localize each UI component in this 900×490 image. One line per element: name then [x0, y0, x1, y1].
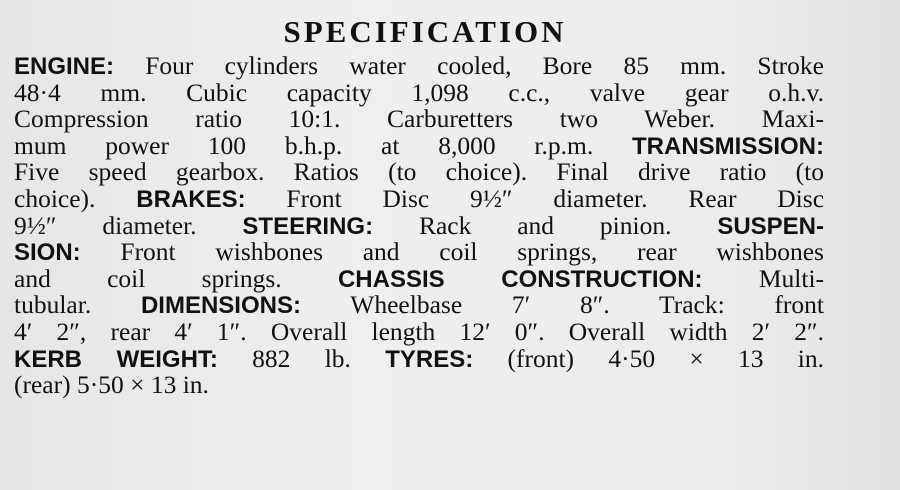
- spec-line: [14, 159, 824, 185]
- spec-heading: TYRES:: [385, 345, 474, 373]
- spec-text: mum power 100 b.h.p. at 8,000 r.p.m.: [14, 130, 632, 160]
- spec-text: Rack and pinion.: [373, 210, 718, 240]
- spec-text: 9½″ diameter.: [14, 210, 243, 240]
- spec-line: [14, 53, 824, 79]
- spec-heading: TRANSMISSION:: [632, 132, 824, 160]
- spec-line: [14, 343, 824, 373]
- spec-heading: DIMENSIONS:: [140, 292, 301, 320]
- spec-line: [14, 292, 824, 318]
- spec-text: Multi-: [702, 263, 825, 293]
- page-title: SPECIFICATION: [283, 14, 567, 49]
- spec-line: [14, 263, 825, 293]
- spec-heading: BRAKES:: [136, 186, 246, 213]
- spec-line: [14, 130, 824, 160]
- spec-text: (front) 4·50 × 13 in.: [473, 343, 824, 373]
- spec-heading: ENGINE:: [14, 53, 115, 80]
- spec-line: [14, 210, 824, 240]
- spec-text: Four cylinders water cooled, Bore 85 mm. Stroke: [114, 51, 824, 80]
- spec-text: 48·4 mm. Cubic capacity 1,098 c.c., valve gear o.h.v.: [14, 77, 824, 107]
- spec-heading: STEERING:: [242, 212, 374, 240]
- spec-text: Compression ratio 10:1. Carburetters two Weber. Maxi-: [14, 104, 824, 134]
- spec-heading: SUSPEN-: [717, 212, 824, 240]
- spec-text: Front Disc 9½″ diameter. Rear Disc: [245, 184, 825, 213]
- spec-heading: CHASSIS CONSTRUCTION:: [337, 265, 703, 293]
- spec-line: [14, 186, 824, 212]
- spec-text: Front wishbones and coil springs, rear wishbones: [80, 237, 824, 267]
- spec-text: 882 lb.: [217, 343, 386, 373]
- spec-heading: KERB WEIGHT:: [14, 345, 218, 373]
- spec-text: 4′ 2″, rear 4′ 1″. Overall length 12′ 0″. Overall width 2′ 2″.: [14, 317, 824, 346]
- spec-heading: SION:: [14, 239, 81, 267]
- spec-line: [14, 77, 824, 107]
- spec-text: Wheelbase 7′ 8″. Track: front: [300, 290, 824, 320]
- spec-line: [14, 106, 824, 132]
- spec-text: tubular.: [14, 290, 141, 320]
- spec-text: (rear) 5·50 × 13 in.: [14, 370, 209, 400]
- spec-line: [14, 319, 824, 345]
- spec-text: choice).: [14, 184, 137, 213]
- spec-line: [14, 372, 824, 398]
- spec-text: and coil springs.: [14, 263, 338, 293]
- spec-text: Five speed gearbox. Ratios (to choice). Final drive ratio (to: [14, 157, 824, 187]
- spec-line: [14, 239, 824, 265]
